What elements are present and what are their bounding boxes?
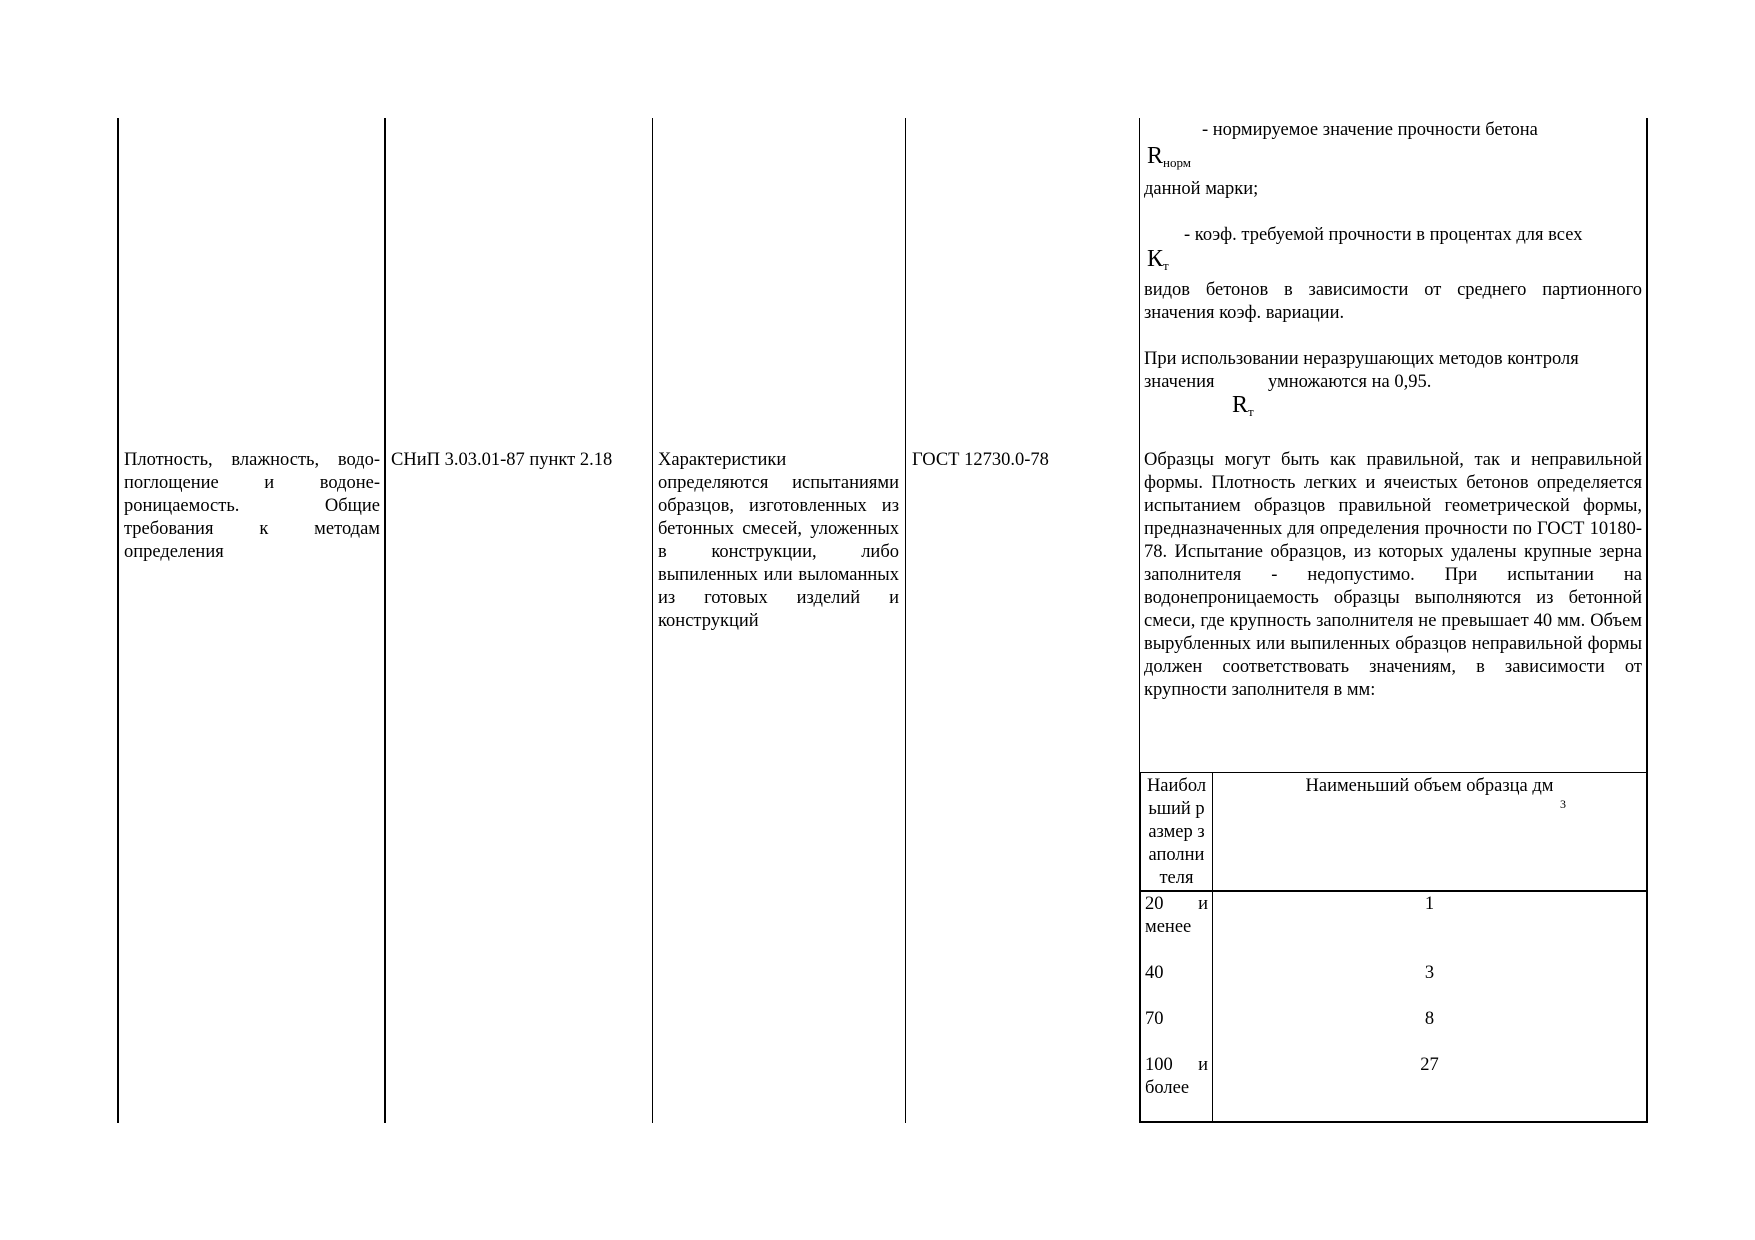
table-border-left: [117, 118, 119, 1123]
characteristics-cell: Характеристики определяются испытаниями образцов, изготовленных из бетонных смесей, уложенных в конструкции, либо выпиленных или выломанных из готовых изделий и конструкций: [658, 450, 899, 631]
aggregate-size-header: Наибольший размер заполнителя: [1146, 776, 1207, 888]
min-volume-row-4: 27: [1420, 1055, 1439, 1075]
aggregate-size-row-4: 100 и более: [1145, 1055, 1208, 1098]
gost-reference-cell: ГОСТ 12730.0-78: [912, 450, 1049, 470]
sample-table-header-divider: [1141, 890, 1646, 892]
min-volume-header: Наименьший объем образца дм: [1305, 776, 1554, 796]
kt-definition: - коэф. требуемой прочности в процентах для всех: [1184, 225, 1583, 245]
min-volume-row-1: 1: [1424, 894, 1435, 914]
rnorm-symbol: $R_{норм}$: [1147, 143, 1192, 170]
samples-paragraph: Образцы могут быть как правильной, так и неправильной формы. Плотность легких и ячеистых бетонов определяется испытанием образцов правильной геометрической формы, предназначенных для определения прочности по ГОСТ 10180-78. Испытание образцов, из которых удалены крупные зерна заполнителя - недопустимо. При испытании на водонепроницаемость образцы выполняются из бетонной смеси, где крупность заполнителя не превышает 40 мм. Объем вырубленных или выпиленных образцов неправильной формы должен соответствовать значениям, в зависимости от крупности заполнителя в мм:: [1144, 450, 1642, 700]
column-divider-2: [652, 118, 653, 1123]
rt-symbol: $R_т$: [1232, 392, 1254, 419]
sample-volume-table: [1139, 772, 1648, 1123]
ndt-value-word: значения: [1144, 372, 1215, 392]
kt-continuation: видов бетонов в зависимости от среднего партионного значения коэф. вариации.: [1144, 280, 1642, 323]
aggregate-size-row-2: 40: [1145, 963, 1164, 983]
aggregate-size-row-3: 70: [1145, 1009, 1164, 1029]
column-divider-3: [905, 118, 906, 1123]
rnorm-continuation: данной марки;: [1144, 179, 1259, 199]
min-volume-row-2: 3: [1424, 963, 1435, 983]
column-divider-4: [1139, 118, 1140, 772]
aggregate-size-row-1: 20 и менее: [1145, 894, 1208, 937]
rnorm-definition: - нормируемое значение прочности бетона: [1202, 120, 1538, 140]
ndt-multiplier: умножаются на 0,95.: [1268, 372, 1432, 392]
kt-symbol: $К_т$: [1147, 246, 1169, 273]
row-name-cell: Плотность, влажность, водо-поглощение и водоне-роницаемость. Общие требования к методам определения: [124, 450, 380, 562]
ndt-text: При использовании неразрушающих методов контроля: [1144, 349, 1579, 369]
min-volume-header-sup: 3: [1560, 797, 1566, 811]
column-divider-1: [384, 118, 386, 1123]
min-volume-row-3: 8: [1424, 1009, 1435, 1029]
table-border-right: [1646, 118, 1648, 772]
snip-reference-cell: СНиП 3.03.01-87 пункт 2.18: [391, 450, 613, 470]
